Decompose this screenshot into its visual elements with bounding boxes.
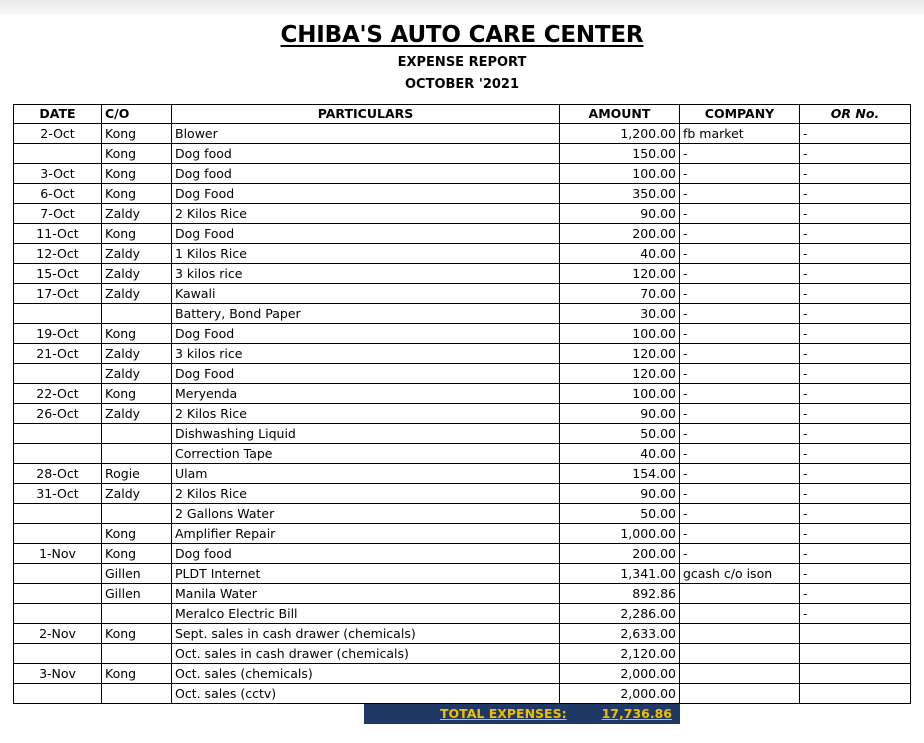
cell-particulars: Manila Water	[172, 584, 560, 604]
cell-co	[102, 604, 172, 624]
cell-amount: 2,000.00	[560, 684, 680, 704]
table-row	[14, 124, 911, 144]
cell-particulars: Dog Food	[172, 364, 560, 384]
cell-date	[14, 524, 102, 544]
total-label: TOTAL EXPENSES:	[440, 706, 567, 721]
cell-particulars: 1 Kilos Rice	[172, 244, 560, 264]
cell-amount: 2,000.00	[560, 664, 680, 684]
cell-company: -	[680, 324, 800, 344]
cell-particulars: Blower	[172, 124, 560, 144]
cell-company	[680, 584, 800, 604]
col-date: DATE	[14, 105, 102, 124]
cell-or-no: -	[800, 284, 911, 304]
cell-or-no: -	[800, 484, 911, 504]
cell-particulars: 2 Kilos Rice	[172, 484, 560, 504]
cell-date: 21-Oct	[14, 344, 102, 364]
header-row	[14, 105, 911, 124]
cell-company	[680, 664, 800, 684]
cell-company: -	[680, 224, 800, 244]
cell-amount: 200.00	[560, 224, 680, 244]
cell-co	[102, 684, 172, 704]
cell-co: Zaldy	[102, 364, 172, 384]
cell-particulars: Dog food	[172, 144, 560, 164]
cell-date: 17-Oct	[14, 284, 102, 304]
cell-company: -	[680, 504, 800, 524]
cell-company: -	[680, 464, 800, 484]
cell-particulars: 2 Gallons Water	[172, 504, 560, 524]
cell-particulars: Dog food	[172, 164, 560, 184]
cell-company: -	[680, 244, 800, 264]
cell-company: -	[680, 364, 800, 384]
cell-date	[14, 684, 102, 704]
cell-amount: 1,000.00	[560, 524, 680, 544]
cell-amount: 150.00	[560, 144, 680, 164]
cell-co: Kong	[102, 144, 172, 164]
cell-amount: 200.00	[560, 544, 680, 564]
cell-amount: 1,200.00	[560, 124, 680, 144]
cell-company: -	[680, 164, 800, 184]
cell-or-no: -	[800, 324, 911, 344]
cell-co: Zaldy	[102, 484, 172, 504]
cell-or-no: -	[800, 344, 911, 364]
cell-amount: 154.00	[560, 464, 680, 484]
cell-date	[14, 304, 102, 324]
cell-co	[102, 504, 172, 524]
cell-date: 26-Oct	[14, 404, 102, 424]
cell-or-no: -	[800, 404, 911, 424]
cell-particulars: Dishwashing Liquid	[172, 424, 560, 444]
table-row	[14, 364, 911, 384]
table-row	[14, 564, 911, 584]
cell-amount: 350.00	[560, 184, 680, 204]
cell-date: 28-Oct	[14, 464, 102, 484]
cell-amount: 2,286.00	[560, 604, 680, 624]
table-row	[14, 304, 911, 324]
cell-co: Kong	[102, 664, 172, 684]
table-row	[14, 264, 911, 284]
cell-particulars: 3 kilos rice	[172, 264, 560, 284]
cell-amount: 40.00	[560, 244, 680, 264]
cell-particulars: PLDT Internet	[172, 564, 560, 584]
cell-company: -	[680, 344, 800, 364]
cell-particulars: Meralco Electric Bill	[172, 604, 560, 624]
col-amount: AMOUNT	[560, 105, 680, 124]
cell-date: 11-Oct	[14, 224, 102, 244]
report-subtitle: EXPENSE REPORT	[397, 55, 527, 70]
cell-co	[102, 644, 172, 664]
cell-date: 12-Oct	[14, 244, 102, 264]
cell-or-no: -	[800, 124, 911, 144]
cell-date	[14, 564, 102, 584]
col-particulars: PARTICULARS	[172, 105, 560, 124]
cell-date	[14, 144, 102, 164]
cell-co: Zaldy	[102, 344, 172, 364]
cell-company: -	[680, 424, 800, 444]
cell-or-no: -	[800, 584, 911, 604]
cell-date: 7-Oct	[14, 204, 102, 224]
cell-or-no: -	[800, 364, 911, 384]
cell-date: 3-Nov	[14, 664, 102, 684]
cell-or-no: -	[800, 144, 911, 164]
cell-date: 6-Oct	[14, 184, 102, 204]
cell-company: -	[680, 144, 800, 164]
cell-or-no: -	[800, 504, 911, 524]
cell-particulars: 2 Kilos Rice	[172, 404, 560, 424]
cell-company: -	[680, 264, 800, 284]
cell-co: Kong	[102, 524, 172, 544]
cell-company: -	[680, 484, 800, 504]
cell-company: -	[680, 544, 800, 564]
cell-amount: 120.00	[560, 364, 680, 384]
table-row	[14, 544, 911, 564]
cell-date	[14, 584, 102, 604]
cell-co: Zaldy	[102, 204, 172, 224]
cell-date: 1-Nov	[14, 544, 102, 564]
cell-company: -	[680, 304, 800, 324]
table-row	[14, 284, 911, 304]
cell-amount: 2,633.00	[560, 624, 680, 644]
cell-particulars: Kawali	[172, 284, 560, 304]
cell-date	[14, 444, 102, 464]
cell-company: -	[680, 384, 800, 404]
cell-company: -	[680, 284, 800, 304]
cell-co: Kong	[102, 224, 172, 244]
cell-co: Kong	[102, 624, 172, 644]
cell-date: 2-Oct	[14, 124, 102, 144]
cell-company	[680, 604, 800, 624]
cell-amount: 70.00	[560, 284, 680, 304]
total-value: 17,736.86	[601, 706, 672, 721]
table-row	[14, 244, 911, 264]
cell-company: gcash c/o ison	[680, 564, 800, 584]
cell-or-no: -	[800, 184, 911, 204]
cell-particulars: Dog Food	[172, 224, 560, 244]
cell-date	[14, 364, 102, 384]
cell-co: Gillen	[102, 584, 172, 604]
cell-date: 3-Oct	[14, 164, 102, 184]
cell-co	[102, 304, 172, 324]
cell-company: -	[680, 524, 800, 544]
table-row	[14, 584, 911, 604]
table-row	[14, 144, 911, 164]
cell-company: fb market	[680, 124, 800, 144]
cell-amount: 90.00	[560, 484, 680, 504]
viewer-top-bar	[0, 0, 924, 14]
cell-co: Rogie	[102, 464, 172, 484]
cell-co: Kong	[102, 164, 172, 184]
cell-date	[14, 604, 102, 624]
col-company: COMPANY	[680, 105, 800, 124]
cell-particulars: Dog Food	[172, 184, 560, 204]
cell-particulars: Sept. sales in cash drawer (chemicals)	[172, 624, 560, 644]
cell-date: 31-Oct	[14, 484, 102, 504]
cell-or-no	[800, 684, 911, 704]
cell-or-no: -	[800, 424, 911, 444]
cell-amount: 50.00	[560, 504, 680, 524]
cell-particulars: Amplifier Repair	[172, 524, 560, 544]
cell-amount: 90.00	[560, 204, 680, 224]
table-row	[14, 644, 911, 664]
table-row	[14, 424, 911, 444]
cell-particulars: 3 kilos rice	[172, 344, 560, 364]
table-row	[14, 664, 911, 684]
table-row	[14, 604, 911, 624]
cell-co: Zaldy	[102, 244, 172, 264]
cell-amount: 2,120.00	[560, 644, 680, 664]
cell-particulars: Dog Food	[172, 324, 560, 344]
cell-date	[14, 424, 102, 444]
cell-particulars: Meryenda	[172, 384, 560, 404]
cell-amount: 120.00	[560, 344, 680, 364]
cell-amount: 100.00	[560, 324, 680, 344]
cell-amount: 100.00	[560, 384, 680, 404]
cell-date: 19-Oct	[14, 324, 102, 344]
cell-co: Zaldy	[102, 264, 172, 284]
cell-or-no: -	[800, 544, 911, 564]
cell-co: Kong	[102, 544, 172, 564]
cell-particulars: Battery, Bond Paper	[172, 304, 560, 324]
cell-date: 2-Nov	[14, 624, 102, 644]
cell-amount: 892.86	[560, 584, 680, 604]
col-co: C/O	[102, 105, 172, 124]
cell-particulars: Ulam	[172, 464, 560, 484]
cell-particulars: 2 Kilos Rice	[172, 204, 560, 224]
table-row	[14, 624, 911, 644]
cell-or-no: -	[800, 204, 911, 224]
cell-or-no: -	[800, 164, 911, 184]
cell-date: 15-Oct	[14, 264, 102, 284]
cell-company: -	[680, 184, 800, 204]
cell-amount: 90.00	[560, 404, 680, 424]
cell-date: 22-Oct	[14, 384, 102, 404]
cell-date	[14, 504, 102, 524]
cell-company: -	[680, 204, 800, 224]
col-or-no: OR No.	[800, 105, 911, 124]
cell-particulars: Oct. sales (cctv)	[172, 684, 560, 704]
table-row	[14, 224, 911, 244]
cell-company	[680, 624, 800, 644]
cell-co: Kong	[102, 184, 172, 204]
cell-co: Zaldy	[102, 284, 172, 304]
table-row	[14, 204, 911, 224]
cell-co: Zaldy	[102, 404, 172, 424]
table-row	[14, 344, 911, 364]
table-row	[14, 384, 911, 404]
cell-company: -	[680, 404, 800, 424]
expense-table	[13, 104, 911, 704]
report-period: OCTOBER '2021	[405, 77, 519, 92]
table-row	[14, 684, 911, 704]
cell-or-no: -	[800, 384, 911, 404]
cell-or-no: -	[800, 604, 911, 624]
cell-co: Gillen	[102, 564, 172, 584]
cell-or-no: -	[800, 564, 911, 584]
cell-amount: 120.00	[560, 264, 680, 284]
table-row	[14, 464, 911, 484]
cell-or-no	[800, 664, 911, 684]
total-expenses-bar	[364, 704, 680, 724]
cell-or-no	[800, 624, 911, 644]
cell-or-no: -	[800, 444, 911, 464]
report-title: CHIBA'S AUTO CARE CENTER	[280, 22, 644, 48]
cell-amount: 40.00	[560, 444, 680, 464]
cell-or-no: -	[800, 304, 911, 324]
cell-particulars: Oct. sales in cash drawer (chemicals)	[172, 644, 560, 664]
cell-amount: 50.00	[560, 424, 680, 444]
cell-or-no: -	[800, 524, 911, 544]
cell-co: Kong	[102, 324, 172, 344]
cell-date	[14, 644, 102, 664]
cell-company	[680, 684, 800, 704]
table-row	[14, 184, 911, 204]
cell-amount: 30.00	[560, 304, 680, 324]
cell-or-no	[800, 644, 911, 664]
cell-company	[680, 644, 800, 664]
cell-co	[102, 424, 172, 444]
cell-amount: 100.00	[560, 164, 680, 184]
table-row	[14, 404, 911, 424]
table-row	[14, 504, 911, 524]
cell-or-no: -	[800, 464, 911, 484]
table-row	[14, 444, 911, 464]
cell-company: -	[680, 444, 800, 464]
cell-or-no: -	[800, 224, 911, 244]
cell-amount: 1,341.00	[560, 564, 680, 584]
cell-particulars: Oct. sales (chemicals)	[172, 664, 560, 684]
table-row	[14, 524, 911, 544]
cell-particulars: Correction Tape	[172, 444, 560, 464]
table-row	[14, 484, 911, 504]
cell-or-no: -	[800, 264, 911, 284]
cell-co: Kong	[102, 124, 172, 144]
cell-co: Kong	[102, 384, 172, 404]
cell-or-no: -	[800, 244, 911, 264]
table-row	[14, 324, 911, 344]
cell-particulars: Dog food	[172, 544, 560, 564]
cell-co	[102, 444, 172, 464]
table-row	[14, 164, 911, 184]
